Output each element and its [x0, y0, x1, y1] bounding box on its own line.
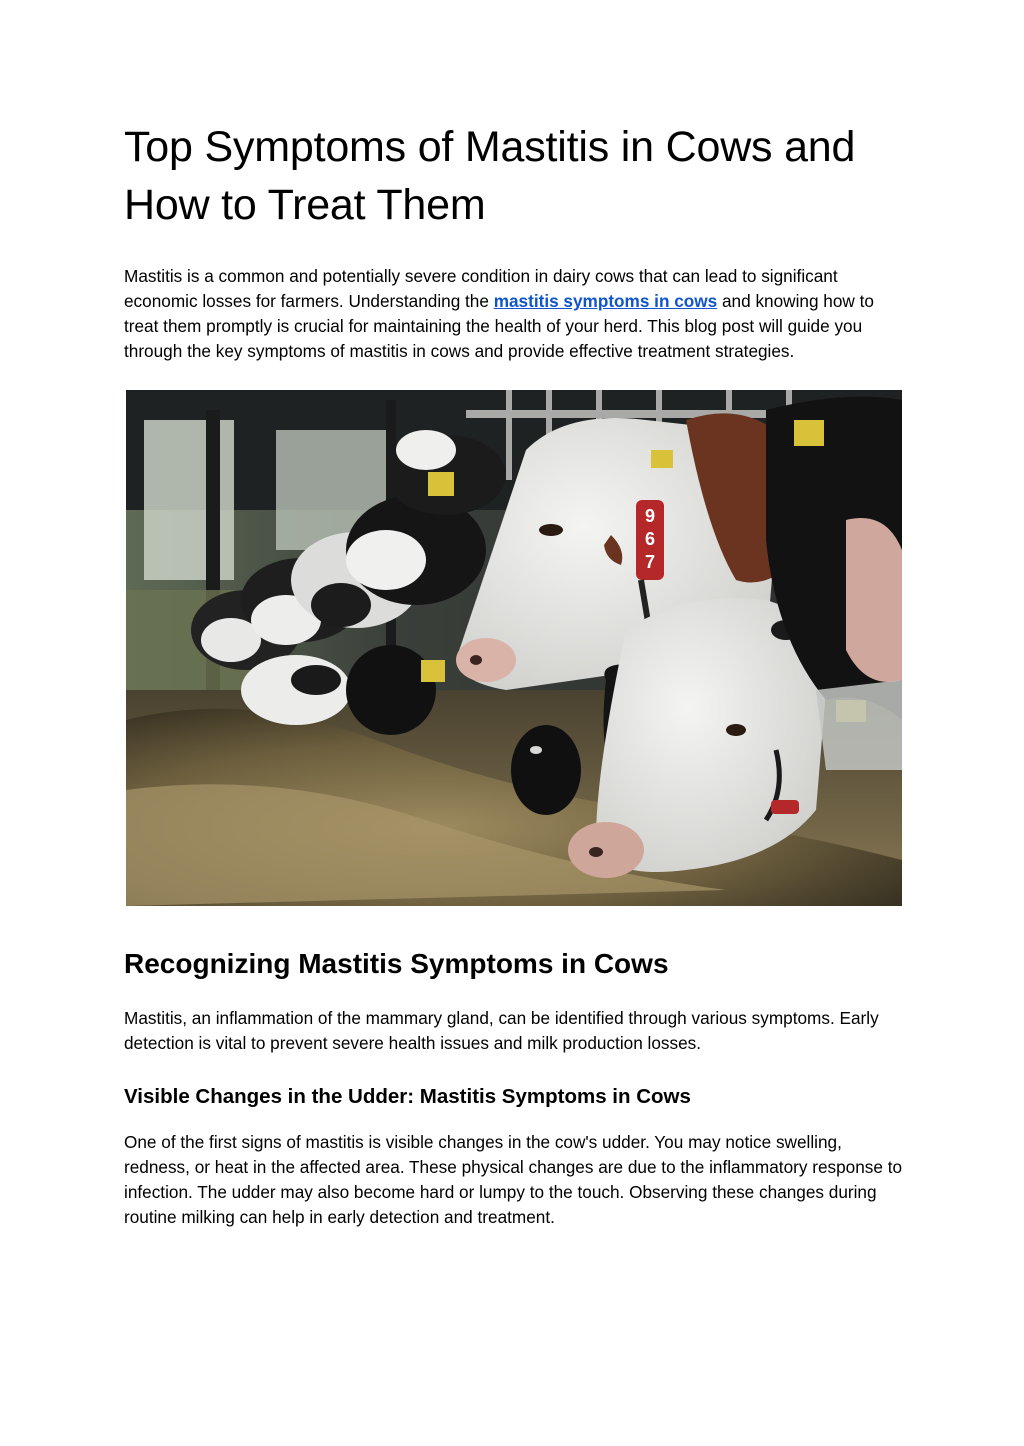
mastitis-symptoms-link[interactable]: mastitis symptoms in cows: [493, 291, 718, 311]
title-line-1: Top Symptoms of Mastitis in Cows and: [124, 123, 856, 171]
cows-feeding-photo: [126, 390, 902, 906]
page-title: [124, 118, 904, 234]
section-heading-recognizing: Recognizing Mastitis Symptoms in Cows: [124, 948, 669, 979]
ear-tag-digit: 7: [644, 552, 656, 572]
intro-text-end: and knowing how to treat them promptly is crucial for maintaining the health of your herd. This blog post will guide you through the key symptoms of mastitis in cows and provide effective treatment strategies.: [124, 291, 874, 361]
intro-paragraph: [124, 264, 904, 364]
ear-tag-digit: 6: [644, 529, 656, 549]
article: [124, 118, 904, 1230]
title-line-2: How to Treat Them: [124, 181, 486, 229]
subsection-paragraph-visible-changes: One of the first signs of mastitis is visible changes in the cow's udder. You may notice swelling, redness, or heat in the affected area. These physical changes are due to the inflammatory response to infection. The udder may also become hard or lumpy to the touch. Observing these changes during routine milking can help in early detection and treatment.: [124, 1132, 903, 1227]
section-paragraph-recognizing: Mastitis, an inflammation of the mammary gland, can be identified through various symptoms. Early detection is vital to prevent severe health issues and milk production losses.: [124, 1008, 879, 1053]
intro-text-start: Mastitis is a common and potentially severe condition in dairy cows that can lead to significant economic losses for farmers. Understanding the: [124, 266, 838, 311]
subsection-heading-visible-changes: Visible Changes in the Udder: Mastitis Symptoms in Cows: [124, 1085, 691, 1108]
ear-tag-digit: 9: [644, 506, 656, 526]
